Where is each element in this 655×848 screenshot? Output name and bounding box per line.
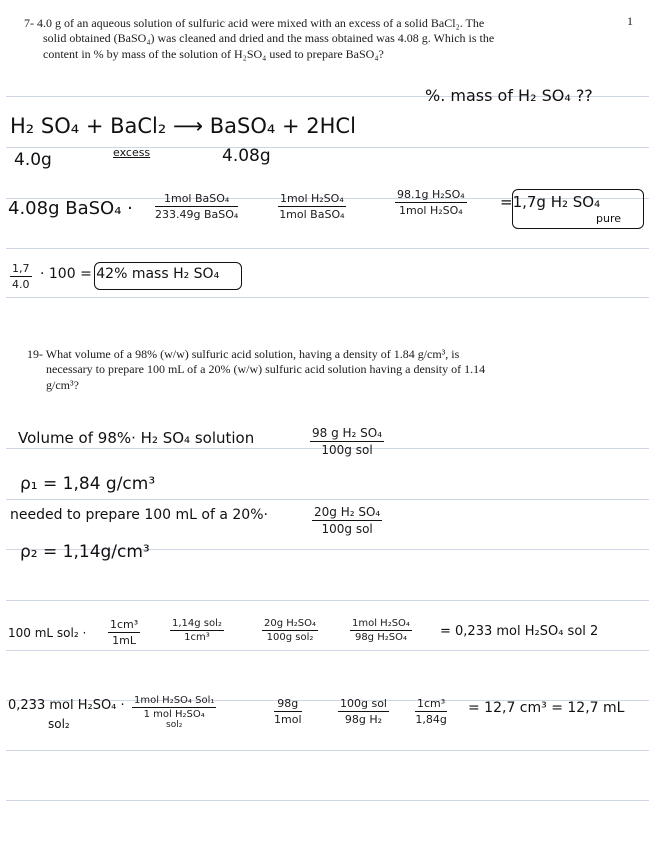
- step2-start-bottom: sol₂: [48, 717, 70, 731]
- needed-label: needed to prepare 100 mL of a 20%·: [10, 507, 268, 523]
- step2-factor-4: $\frac{\text{1cm³}}{1,84g}$: [415, 697, 447, 726]
- density-1: ρ₁ = 1,84 g/cm³: [20, 474, 156, 494]
- step2-factor-3: 100g sol 98g H₂: [340, 697, 387, 726]
- mass-h2so4: 4.0g: [14, 150, 52, 170]
- pure-label: pure: [596, 212, 622, 225]
- step1-result: = 0,233 mol H₂SO₄ sol 2: [440, 624, 599, 639]
- calc7-start: 4.08g BaSO₄ ·: [8, 198, 133, 219]
- concentration-2: 20g H₂ SO₄ 100g sol: [314, 505, 381, 536]
- step1-start: 100 mL sol₂ ·: [8, 626, 87, 640]
- calc7-result: =1,7g H₂ SO₄: [500, 193, 601, 211]
- percent-result: · 100 = 42% mass H₂ SO₄: [40, 266, 220, 282]
- concentration-1: 98 g H₂ SO₄ 100g sol: [312, 426, 383, 457]
- step1-factor-1: $\frac{\text{1cm³}}{1mL}$: [110, 618, 139, 647]
- reaction-equation: H₂ SO₄ + BaCl₂ ⟶ BaSO₄ + 2HCl: [10, 114, 356, 138]
- step1-factor-3: 20g H₂SO₄ 100g sol₂: [264, 618, 317, 643]
- calc7-factor-2: 1mol H₂SO₄ 1mol BaSO₄: [279, 192, 345, 221]
- excess-label: excess: [113, 146, 151, 159]
- percent-fraction: $\frac{1,7}{4.0}$: [12, 262, 30, 291]
- page-number: 1: [627, 14, 633, 28]
- mass-baso4: 4.08g: [222, 146, 271, 166]
- question-mass-percent: %. mass of H₂ SO₄ ??: [425, 86, 593, 105]
- step2-factor-2: 98g 1mol: [274, 697, 302, 726]
- step2-result: = 12,7 cm³ = 12,7 mL: [468, 700, 625, 716]
- calc7-factor-3: 98.1g H₂SO₄ 1mol H₂SO₄: [397, 188, 465, 217]
- step2-start-top: 0,233 mol H₂SO₄ ·: [8, 698, 125, 713]
- step2-factor-1: 1mol H₂SO₄ Sol₁ 1 mol H₂SO₄ sol₂: [134, 695, 215, 730]
- volume-label: Volume of 98%· H₂ SO₄ solution: [18, 429, 255, 447]
- step1-factor-2: 1,14g sol₂ 1cm³: [172, 618, 222, 643]
- step1-factor-4: 1mol H₂SO₄ 98g H₂SO₄: [352, 618, 410, 643]
- calc7-factor-1: 1mol BaSO₄ 233.49g BaSO₄: [155, 192, 239, 221]
- density-2: ρ₂ = 1,14g/cm³: [20, 542, 150, 562]
